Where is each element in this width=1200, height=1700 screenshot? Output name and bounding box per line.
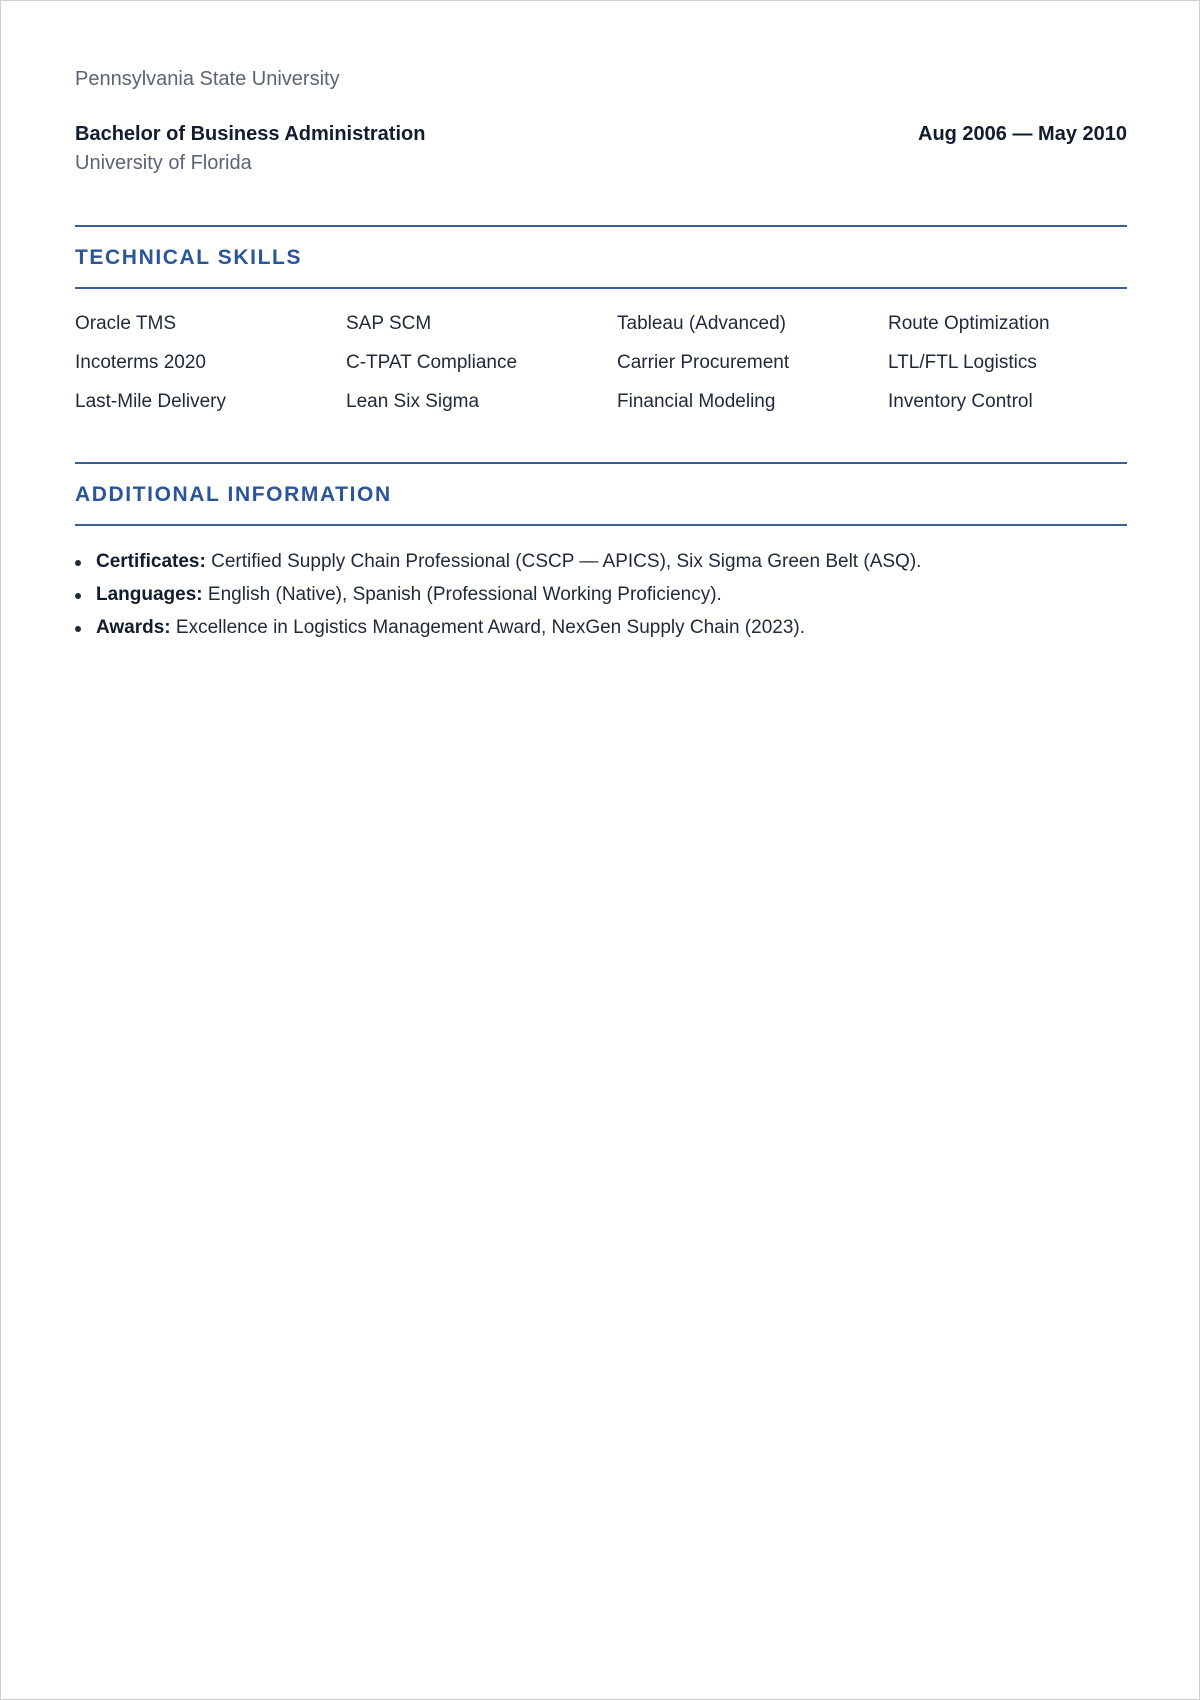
skill-item: Tableau (Advanced) [617,313,786,334]
skill-item: Carrier Procurement [617,352,790,373]
list-item [75,617,1127,639]
info-label: Awards: [96,617,171,638]
info-label: Languages: [96,584,203,605]
info-text: Certified Supply Chain Professional (CSCP — APICS), Six Sigma Green Belt (ASQ). [211,551,922,572]
list-item [75,551,1127,573]
technical-skills-heading: TECHNICAL SKILLS [75,246,303,269]
skill-item: Inventory Control [888,391,1033,412]
section-divider-bottom [75,524,1127,526]
skill-item: Incoterms 2020 [75,352,206,373]
skill-item: Oracle TMS [75,313,177,334]
skill-item: LTL/FTL Logistics [888,352,1037,373]
skill-item: Lean Six Sigma [346,391,480,412]
education-school-previous: Pennsylvania State University [75,68,340,90]
skills-grid [75,313,1127,413]
skill-item: Financial Modeling [617,391,776,412]
additional-information-heading: ADDITIONAL INFORMATION [75,483,392,506]
section-divider-top [75,225,1127,227]
section-divider-top [75,462,1127,464]
section-divider-bottom [75,287,1127,289]
skill-item: Route Optimization [888,313,1050,334]
info-label: Certificates: [96,551,206,572]
degree-dates: Aug 2006 — May 2010 [918,123,1127,145]
degree-title: Bachelor of Business Administration [75,123,426,145]
list-item [75,584,1127,606]
skill-item: Last-Mile Delivery [75,391,226,412]
skill-item: SAP SCM [346,313,432,334]
info-text: Excellence in Logistics Management Award, NexGen Supply Chain (2023). [175,617,806,638]
degree-school: University of Florida [75,152,252,174]
additional-info-list [75,551,1127,650]
education-entry [75,123,1127,149]
skill-item: C-TPAT Compliance [346,352,518,373]
info-text: English (Native), Spanish (Professional Working Proficiency). [207,584,722,605]
